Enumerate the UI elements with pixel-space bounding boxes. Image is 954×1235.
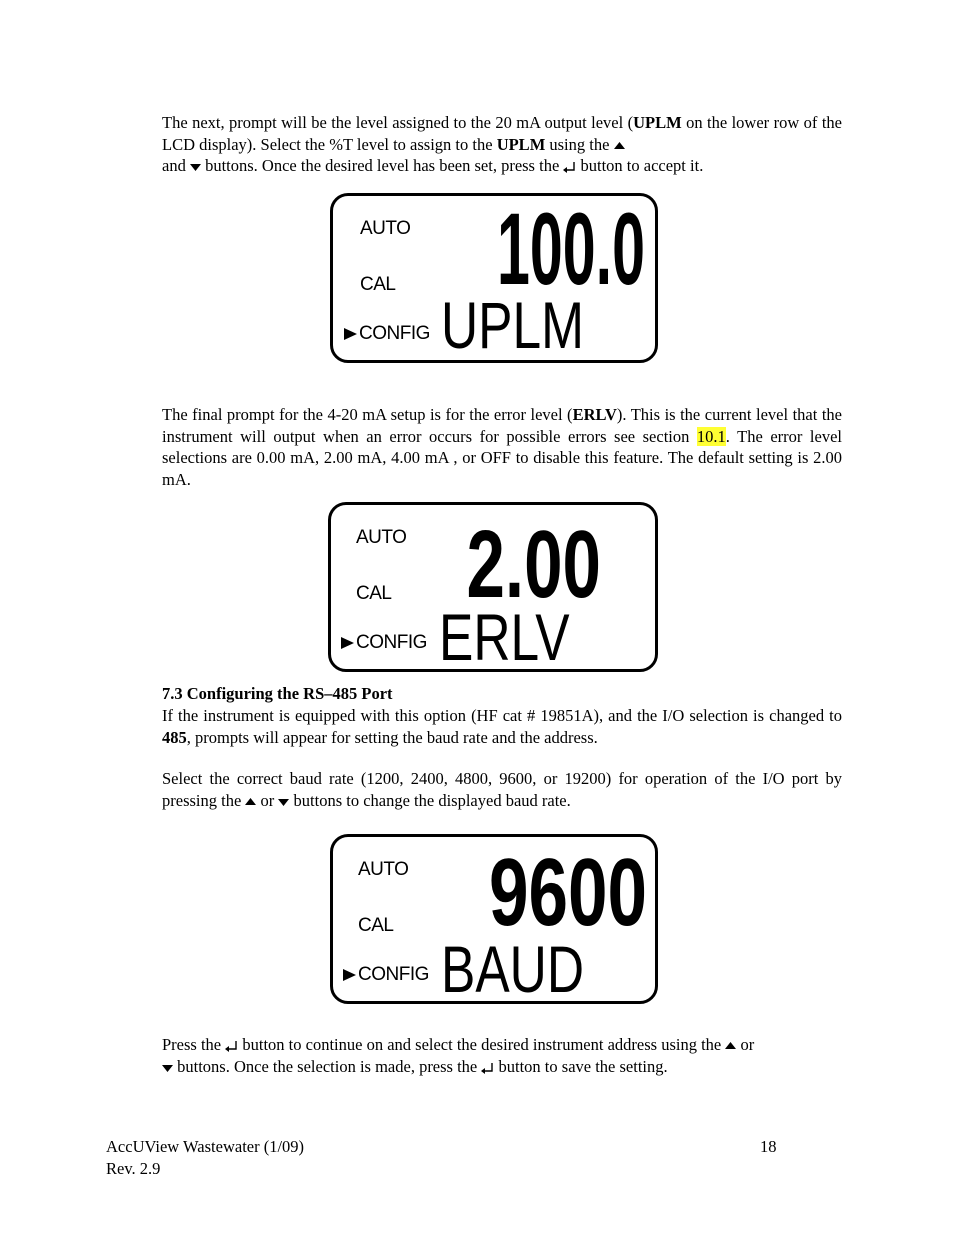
- section-link[interactable]: 10.1: [696, 426, 726, 446]
- up-arrow-icon: [245, 798, 256, 806]
- lcd-segment-readout: [333, 837, 655, 1001]
- lcd-label-config: CONFIG: [359, 323, 430, 344]
- up-arrow-icon: [725, 1042, 736, 1050]
- lcd-bottom-value: UPLM: [441, 287, 584, 360]
- bold-term: UPLM: [496, 134, 546, 154]
- lcd-label-auto: AUTO: [358, 859, 409, 880]
- lcd-label-cal: CAL: [360, 274, 396, 295]
- text: The next, prompt will be the level assigned to the 20 mA output level (: [162, 113, 634, 132]
- lcd-label-auto: AUTO: [356, 527, 407, 548]
- paragraph-rs485: [162, 705, 842, 748]
- bold-term: UPLM: [633, 113, 682, 132]
- bold-term: ERLV: [572, 405, 617, 424]
- text: buttons. Once the desired level has been set, press the: [200, 156, 560, 175]
- footer-left: [106, 1136, 304, 1180]
- text: ). This is the current level that the instrument will output when an error occurs for possible errors see section: [162, 405, 842, 446]
- down-arrow-icon: [278, 798, 289, 806]
- lcd-display-erlv: [328, 502, 658, 672]
- paragraph-erlv: [162, 404, 842, 490]
- lcd-top-value: 9600: [488, 838, 647, 946]
- text: using the: [545, 134, 610, 154]
- lcd-label-cal: CAL: [358, 915, 394, 936]
- text: , prompts will appear for setting the baud rate and the address.: [186, 727, 598, 747]
- paragraph-address: [162, 1034, 842, 1077]
- lcd-top-value: 2.00: [466, 509, 601, 618]
- lcd-label-auto: AUTO: [360, 218, 411, 239]
- lcd-display-baud: [330, 834, 658, 1004]
- lcd-segment-readout: [333, 196, 655, 360]
- text: buttons to change the displayed baud rate.: [289, 790, 571, 810]
- text: button to accept it.: [576, 156, 704, 175]
- text: and: [162, 156, 186, 175]
- lcd-label-config: CONFIG: [358, 964, 429, 985]
- text: Press the: [162, 1035, 222, 1054]
- text: The final prompt for the 4-20 mA setup is for the error level (: [162, 405, 573, 424]
- text: buttons. Once the selection is made, press the: [173, 1056, 478, 1076]
- text: or: [736, 1035, 755, 1054]
- lcd-segment-readout: [331, 505, 655, 669]
- text: on the lower row of the LCD display). Select the %T level to assign to the: [162, 113, 842, 154]
- text: button to continue on and select the desired instrument address using the: [238, 1035, 722, 1054]
- page-number: 18: [760, 1137, 777, 1156]
- text: or: [256, 790, 275, 810]
- paragraph-uplm: [162, 112, 842, 177]
- text: Select the correct baud rate (1200, 2400, 4800, 9600, or 19200) for operation of the I/O port by pressing the: [162, 769, 842, 810]
- text: . The error level selections are 0.00 mA, 2.00 mA, 4.00 mA , or OFF to disable this feature. The default setting is 2.00 mA.: [162, 426, 842, 489]
- footer-revision: Rev. 2.9: [106, 1159, 161, 1178]
- lcd-label-config: CONFIG: [356, 632, 427, 653]
- enter-icon: [563, 161, 576, 173]
- down-arrow-icon: [162, 1064, 173, 1072]
- section-heading: 7.3 Configuring the RS–485 Port: [162, 684, 393, 703]
- text: If the instrument is equipped with this option (HF cat # 19851A), and the I/O selection is changed to: [162, 706, 842, 725]
- lcd-display-uplm: [330, 193, 658, 363]
- down-arrow-icon: [190, 163, 201, 171]
- paragraph-baud: [162, 768, 842, 811]
- footer-title: AccUView Wastewater (1/09): [106, 1137, 305, 1156]
- enter-icon: [225, 1040, 238, 1052]
- lcd-label-cal: CAL: [356, 583, 392, 604]
- lcd-bottom-value: ERLV: [439, 599, 570, 669]
- bold-term: 485: [162, 727, 187, 747]
- up-arrow-icon: [614, 142, 625, 150]
- text: button to save the setting.: [494, 1056, 668, 1076]
- enter-icon: [481, 1062, 494, 1074]
- lcd-top-value: 100.0: [496, 196, 645, 307]
- lcd-bottom-value: BAUD: [441, 931, 584, 1001]
